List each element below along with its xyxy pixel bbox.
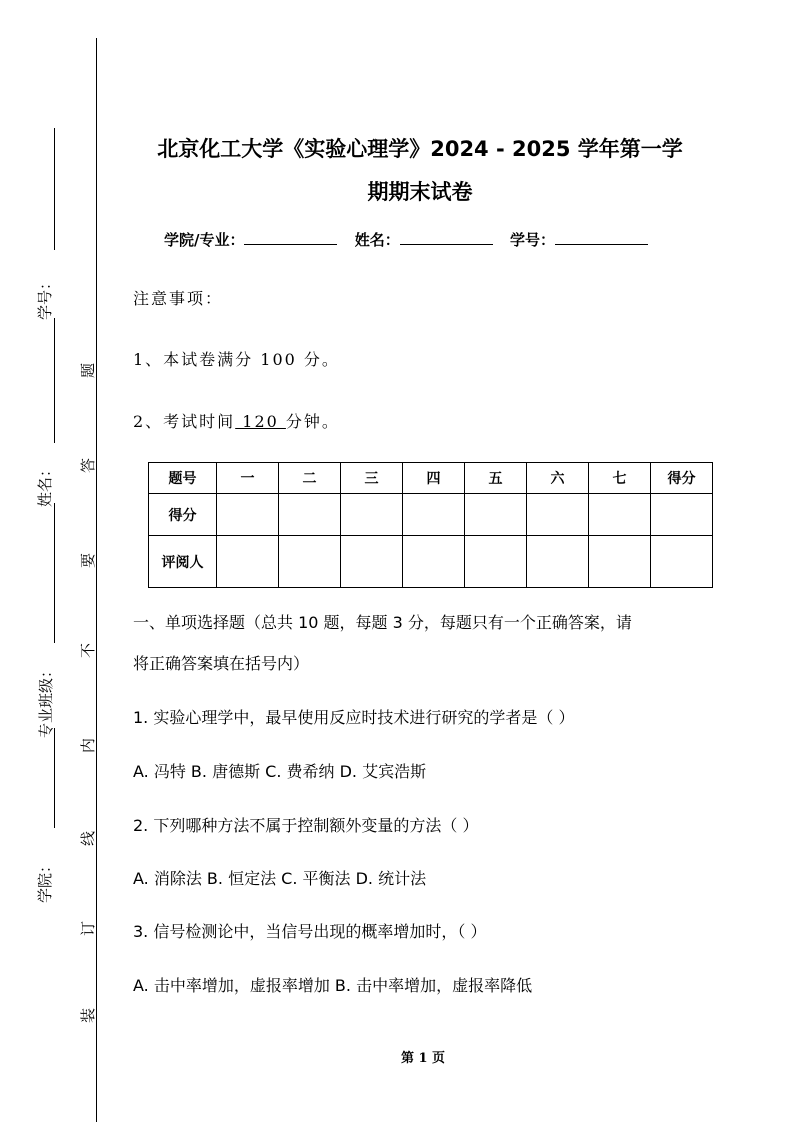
- college-line: [54, 728, 55, 828]
- grader-cell[interactable]: [651, 536, 713, 588]
- seal-char: 订: [79, 920, 98, 937]
- question-3-stem: 3. 信号检测论中，当信号出现的概率增加时，（ ）: [133, 922, 487, 941]
- score-cell[interactable]: [279, 494, 341, 536]
- header-cell: 题号: [149, 463, 217, 494]
- table-row-grader: [149, 536, 713, 588]
- seal-char: 不: [79, 642, 98, 659]
- header-cell: 三: [341, 463, 403, 494]
- section1-heading-line2: 将正确答案填在括号内）: [133, 654, 310, 673]
- question-1-options: A. 冯特 B. 唐德斯 C. 费希纳 D. 艾宾浩斯: [133, 762, 427, 781]
- note-full-score: 1、本试卷满分 100 分。: [133, 350, 340, 369]
- seal-char: 要: [79, 552, 98, 569]
- exam-title-line1: 北京化工大学《实验心理学》2024 - 2025 学年第一学: [157, 137, 683, 161]
- grader-cell[interactable]: [403, 536, 465, 588]
- score-cell[interactable]: [341, 494, 403, 536]
- major-class-line: [54, 503, 55, 643]
- score-cell[interactable]: [527, 494, 589, 536]
- seal-char: 题: [79, 362, 98, 379]
- college-major-label: 学院/专业：: [164, 231, 245, 249]
- header-cell: 七: [589, 463, 651, 494]
- score-table-header: [149, 463, 713, 494]
- name-line: [54, 318, 55, 443]
- margin-student-id-label: 学号：: [36, 274, 55, 321]
- grader-cell[interactable]: [589, 536, 651, 588]
- note-exam-time-prefix: 2、考试时间: [133, 412, 236, 431]
- student-id-label: 学号：: [509, 231, 555, 249]
- name-field[interactable]: [400, 230, 493, 245]
- seal-char: 装: [79, 1007, 98, 1024]
- seal-char: 答: [79, 457, 98, 474]
- score-cell[interactable]: [651, 494, 713, 536]
- student-id-line: [54, 128, 55, 250]
- row-label: 得分: [149, 494, 217, 536]
- score-cell[interactable]: [217, 494, 279, 536]
- question-2-options: A. 消除法 B. 恒定法 C. 平衡法 D. 统计法: [133, 869, 427, 888]
- margin-name-label: 姓名：: [36, 461, 55, 508]
- header-cell: 四: [403, 463, 465, 494]
- question-3-options: A. 击中率增加，虚报率增加 B. 击中率增加，虚报率降低: [133, 976, 533, 995]
- score-cell[interactable]: [403, 494, 465, 536]
- grader-cell[interactable]: [217, 536, 279, 588]
- header-cell: 五: [465, 463, 527, 494]
- student-id-field[interactable]: [555, 230, 648, 245]
- grader-cell[interactable]: [341, 536, 403, 588]
- grader-cell[interactable]: [279, 536, 341, 588]
- name-label: 姓名：: [354, 231, 400, 249]
- header-cell: 六: [527, 463, 589, 494]
- binding-line: [96, 38, 97, 1122]
- note-exam-time-value: 120: [235, 412, 286, 431]
- note-exam-time-suffix: 分钟。: [285, 412, 340, 431]
- score-cell[interactable]: [465, 494, 527, 536]
- question-1-stem: 1. 实验心理学中，最早使用反应时技术进行研究的学者是（ ）: [133, 708, 575, 727]
- table-row-score: [149, 494, 713, 536]
- seal-char: 内: [79, 737, 98, 754]
- exam-title-line2: 期期末试卷: [367, 180, 473, 204]
- section1-heading-line1: 一、单项选择题（总共 10 题，每题 3 分，每题只有一个正确答案，请: [133, 613, 632, 632]
- score-cell[interactable]: [589, 494, 651, 536]
- page-number: 第 1 页: [400, 1051, 446, 1066]
- header-cell: 一: [217, 463, 279, 494]
- student-info-row: [164, 229, 660, 250]
- grader-cell[interactable]: [527, 536, 589, 588]
- notes-heading: 注意事项：: [133, 289, 224, 308]
- seal-char: 线: [79, 830, 98, 847]
- college-major-field[interactable]: [244, 230, 337, 245]
- note-exam-time: [133, 409, 340, 432]
- row-label: 评阅人: [149, 536, 217, 588]
- header-cell: 二: [279, 463, 341, 494]
- margin-college-label: 学院：: [36, 857, 55, 904]
- header-cell: 得分: [651, 463, 713, 494]
- question-2-stem: 2. 下列哪种方法不属于控制额外变量的方法（ ）: [133, 816, 479, 835]
- grader-cell[interactable]: [465, 536, 527, 588]
- margin-major-class-label: 专业班级：: [37, 662, 56, 739]
- score-table: [148, 462, 713, 588]
